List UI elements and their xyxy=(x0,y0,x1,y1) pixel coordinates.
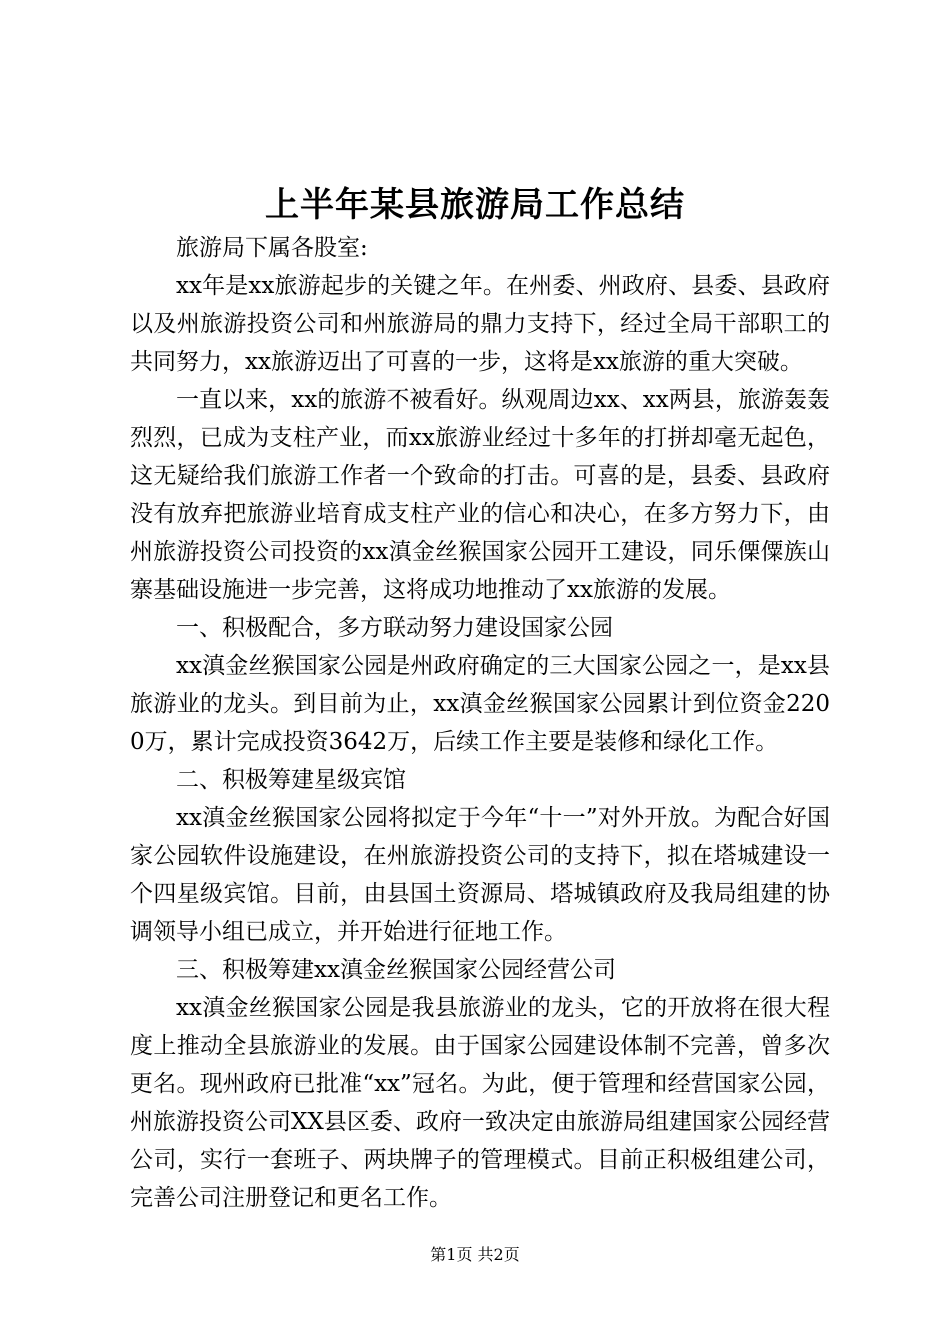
document-title: 上半年某县旅游局工作总结 xyxy=(265,185,685,225)
page-footer: 第1页 共2页 xyxy=(430,1245,520,1264)
section-heading-2: 二、积极筹建星级宾馆 xyxy=(176,767,406,793)
section-heading-3: 三、积极筹建xx滇金丝猴国家公园经营公司 xyxy=(176,957,616,983)
paragraph-section-2: xx滇金丝猴国家公园将拟定于今年“十一”对外开放。为配合好国家公园软件设施建设，在州旅游投资公司的支持下，拟在塔城建设一个四星级宾馆。目前，由县国土资源局、塔城镇政府及我局组建的协调领导小组已成立，并开始进行征地工作。 xyxy=(130,805,830,945)
paragraph-intro: xx年是xx旅游起步的关键之年。在州委、州政府、县委、县政府以及州旅游投资公司和州旅游局的鼎力支持下，经过全局干部职工的共同努力，xx旅游迈出了可喜的一步，这将是xx旅游的重大突破。 xyxy=(130,273,830,375)
paragraph-section-3: xx滇金丝猴国家公园是我县旅游业的龙头，它的开放将在很大程度上推动全县旅游业的发展。由于国家公园建设体制不完善，曾多次更名。现州政府已批准“xx”冠名。为此，便于管理和经营国家公园，州旅游投资公司XX县区委、政府一致决定由旅游局组建国家公园经营公司，实行一套班子、两块牌子的管理模式。目前正积极组建公司，完善公司注册登记和更名工作。 xyxy=(130,995,830,1211)
section-heading-1: 一、积极配合，多方联动努力建设国家公园 xyxy=(176,615,613,641)
paragraph-section-1: xx滇金丝猴国家公园是州政府确定的三大国家公园之一，是xx县旅游业的龙头。到目前为止，xx滇金丝猴国家公园累计到位资金2200万，累计完成投资3642万，后续工作主要是装修和绿化工作。 xyxy=(130,653,830,755)
salutation: 旅游局下属各股室: xyxy=(176,235,368,261)
paragraph-background: 一直以来，xx的旅游不被看好。纵观周边xx、xx两县，旅游轰轰烈烈，已成为支柱产业，而xx旅游业经过十多年的打拼却毫无起色，这无疑给我们旅游工作者一个致命的打击。可喜的是，县委、县政府没有放弃把旅游业培育成支柱产业的信心和决心，在多方努力下，由州旅游投资公司投资的xx滇金丝猴国家公园开工建设，同乐傈僳族山寨基础设施进一步完善，这将成功地推动了xx旅游的发展。 xyxy=(130,387,830,603)
document-body xyxy=(130,229,830,1217)
